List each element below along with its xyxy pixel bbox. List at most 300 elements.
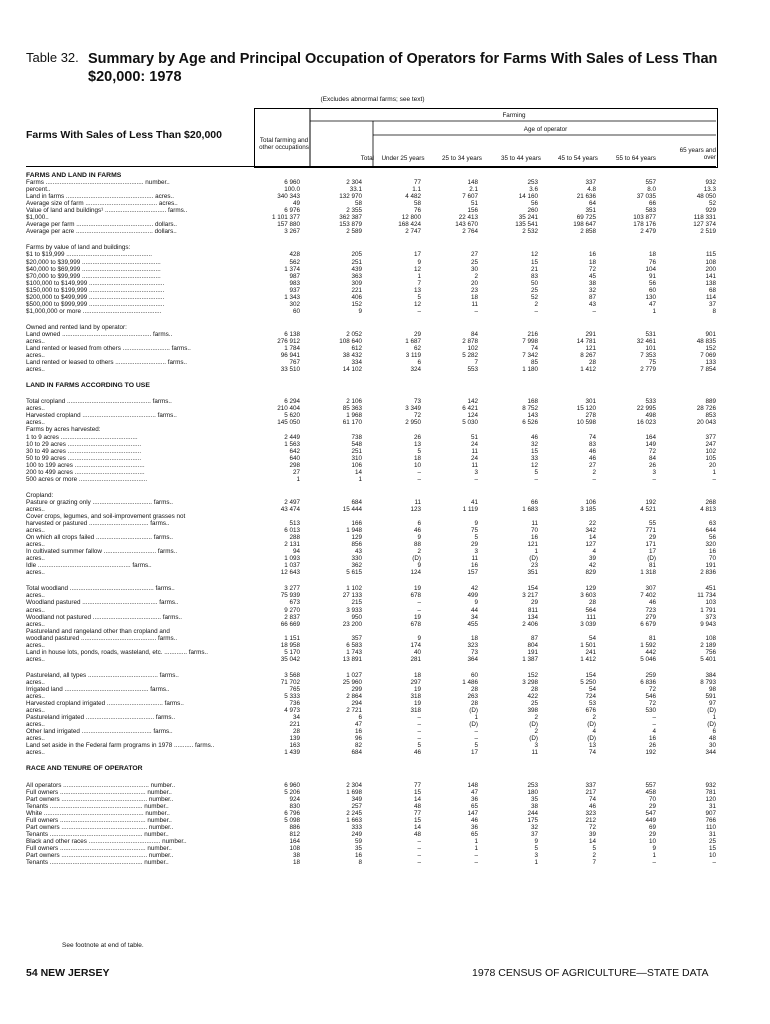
cell-value: 26 (413, 433, 421, 441)
cell-value: 251 (351, 258, 362, 266)
cell-value: 257 (351, 802, 362, 810)
cell-value: – (417, 468, 421, 476)
cell-value: 25 960 (342, 678, 362, 686)
row-label: Average per farm ............................................ dollars.. (26, 221, 178, 229)
cell-value: 932 (705, 781, 716, 789)
cell-value: 907 (705, 809, 716, 817)
cell-value: 29 (648, 534, 656, 542)
cell-value: 5 206 (284, 788, 300, 796)
cell-value: 105 (705, 454, 716, 462)
cell-value: 215 (351, 599, 362, 607)
cell-value: 2 858 (580, 228, 596, 236)
row-label: acres.. (26, 606, 45, 614)
cell-value: 217 (585, 788, 596, 796)
cell-value: 439 (351, 265, 362, 273)
row-label: acres.. (26, 592, 45, 600)
cell-value: 70 (648, 795, 656, 803)
cell-value: 4 521 (640, 505, 656, 513)
cell-value: – (474, 859, 478, 867)
cell-value: 14 160 (518, 193, 538, 201)
cell-value: 5 170 (284, 648, 300, 656)
table-row (26, 707, 716, 714)
cell-value: 1 102 (346, 585, 362, 593)
cell-value: 6 (358, 714, 362, 722)
cell-value: 3 (534, 851, 538, 859)
table-row (26, 331, 716, 338)
spacer-row (26, 663, 716, 672)
cell-value: 25 (530, 700, 538, 708)
cell-value: 6 (417, 520, 421, 528)
table-row (26, 398, 716, 405)
row-label: Part owners ................................................. number.. (26, 823, 174, 831)
cell-value: 2 864 (346, 693, 362, 701)
cell-value: 31 (708, 830, 716, 838)
cell-value: 111 (586, 613, 596, 621)
table-number: Table 32. (26, 50, 79, 65)
table-row (26, 506, 716, 513)
table-row (26, 555, 716, 562)
cell-value: 351 (585, 207, 596, 215)
cell-value: 723 (645, 606, 656, 614)
cell-value: 241 (585, 648, 596, 656)
cell-value: 29 (470, 541, 478, 549)
header-25-34: 25 to 34 years (442, 155, 482, 162)
cell-value: 54 (588, 634, 596, 642)
section-heading: FARMS AND LAND IN FARMS (26, 172, 122, 179)
table-row (26, 700, 716, 707)
cell-value: 449 (645, 816, 656, 824)
cell-value: 1 412 (580, 366, 596, 374)
cell-value: 15 (530, 258, 538, 266)
cell-value: 108 (705, 634, 716, 642)
cell-value: 34 (292, 714, 300, 722)
cell-value: 30 (708, 742, 716, 750)
cell-value: 1 (474, 844, 478, 852)
cell-value: (D) (647, 555, 656, 563)
cell-value: 72 (648, 686, 656, 693)
table-row (26, 607, 716, 614)
header-35-44: 35 to 44 years (501, 155, 541, 162)
cell-value: 3 217 (522, 592, 538, 600)
cell-value: 889 (705, 398, 716, 406)
cell-value: 22 (588, 520, 596, 528)
cell-value: 513 (289, 520, 300, 528)
cell-value: 13 (413, 286, 421, 294)
cell-value: 46 (588, 454, 596, 462)
cell-value: 557 (645, 179, 656, 187)
footer-publication: 1978 CENSUS OF AGRICULTURE—STATE DATA (472, 967, 709, 979)
cell-value: 65 (470, 830, 478, 838)
cell-value: 152 (527, 671, 538, 679)
cell-value: 103 (705, 599, 716, 607)
cell-value: 152 (705, 345, 716, 353)
cell-value: 75 (470, 527, 478, 535)
cell-value: 299 (351, 686, 362, 693)
cell-value: 344 (705, 749, 716, 757)
table-row (26, 599, 716, 606)
cell-value: 66 669 (280, 620, 300, 628)
row-label: acres.. (26, 678, 45, 686)
cell-value: 244 (527, 809, 538, 817)
cell-value: 7 (417, 279, 421, 287)
cell-value: 253 (527, 179, 538, 187)
cell-value: 47 (470, 788, 478, 796)
cell-value: 2 (534, 714, 538, 722)
cell-value: 309 (351, 279, 362, 287)
cell-value: 14 (413, 795, 421, 803)
cell-value: 384 (705, 671, 716, 679)
row-label: $1,000.. (26, 214, 49, 222)
table-row (26, 569, 716, 576)
row-label: acres.. (26, 541, 45, 549)
cell-value: 2 052 (346, 330, 362, 338)
cell-value: 76 (648, 258, 656, 266)
row-label: $500,000 to $999,999 ........................................... (26, 300, 165, 308)
row-label: Farms by value of land and buildings: (26, 244, 131, 252)
table-row (26, 803, 716, 810)
cell-value: 562 (289, 258, 300, 266)
table-row (26, 259, 716, 266)
cell-value: (D) (587, 735, 596, 743)
cell-value: 114 (705, 293, 716, 301)
cell-value: 35 (354, 844, 362, 852)
cell-value: 318 (410, 693, 421, 701)
cell-value: 180 (527, 788, 538, 796)
cell-value: 11 (471, 447, 478, 455)
section-heading-row (26, 382, 716, 389)
table-row (26, 366, 716, 373)
cell-value: 24 (470, 454, 478, 462)
cell-value: 4 (592, 548, 596, 556)
row-label: Total cropland ................................................ farms.. (26, 398, 172, 406)
cell-value: 330 (351, 555, 362, 563)
row-label: acres.. (26, 620, 45, 628)
table-row (26, 426, 716, 433)
row-label: 100 to 199 acres ........................................ (26, 461, 145, 469)
row-label: acres.. (26, 707, 45, 715)
cell-value: 342 (585, 527, 596, 535)
cell-value: 362 (351, 562, 362, 570)
cell-value: 7 342 (522, 352, 538, 360)
row-label: Part owners ................................................. number.. (26, 851, 174, 859)
cell-value: 1 (712, 468, 716, 476)
cell-value: 1 486 (462, 678, 478, 686)
cell-value: 16 023 (636, 419, 656, 427)
cell-value: 75 (648, 359, 656, 367)
row-label: Other land irrigated ........................................ farms.. (26, 728, 173, 736)
cell-value: 20 (470, 279, 478, 287)
cell-value: 458 (645, 788, 656, 796)
cell-value: 276 912 (277, 337, 300, 345)
cell-value: 62 (413, 345, 421, 353)
table-row (26, 838, 716, 845)
cell-value: 553 (467, 366, 478, 374)
cell-value: 9 (417, 534, 421, 542)
table-row (26, 492, 716, 499)
cell-value: 2 950 (405, 419, 421, 427)
cell-value: 60 (292, 307, 300, 315)
cell-value: 932 (705, 179, 716, 187)
cell-value: 6 796 (284, 809, 300, 817)
cell-value: 2 479 (640, 228, 656, 236)
row-label: Cropland: (26, 491, 54, 499)
header-age-of-operator: Age of operator (523, 126, 568, 133)
section-heading: RACE AND TENURE OF OPERATOR (26, 765, 143, 773)
row-label: Farms ........................................................ number.. (26, 179, 170, 187)
cell-value: 147 (467, 809, 478, 817)
cell-value: 12 (413, 265, 421, 273)
cell-value: 168 424 (398, 221, 421, 229)
table-row (26, 273, 716, 280)
cell-value: 564 (585, 606, 596, 614)
cell-value: 85 363 (342, 405, 362, 413)
cell-value: 14 102 (342, 366, 362, 374)
cell-value: 2 589 (346, 228, 362, 236)
cell-value: 37 (708, 300, 716, 308)
cell-value: 1 (474, 837, 478, 845)
footnote: See footnote at end of table. (62, 942, 144, 949)
cell-value: 17 (413, 251, 421, 259)
cell-value: 205 (351, 251, 362, 259)
table-row (26, 562, 716, 569)
cell-value: 87 (588, 293, 596, 301)
cell-value: 2 (534, 728, 538, 736)
cell-value: 291 (585, 330, 596, 338)
cell-value: 5 (534, 468, 538, 476)
row-label: Total woodland ................................................ farms.. (26, 585, 175, 593)
cell-value: 2 (417, 548, 421, 556)
cell-value: 18 (292, 859, 300, 867)
row-label: 50 to 99 acres .......................................... (26, 454, 142, 462)
cell-value: 168 (527, 398, 538, 406)
cell-value: 70 (708, 555, 716, 563)
table-row (26, 244, 716, 251)
cell-value: 28 (588, 599, 596, 607)
cell-value: 1 (474, 714, 478, 722)
cell-value: 398 (527, 707, 538, 715)
table-row (26, 592, 716, 599)
cell-value: 1 (358, 475, 362, 483)
cell-value: 7 069 (700, 352, 716, 360)
cell-value: 6 679 (640, 620, 656, 628)
cell-value: 52 (530, 293, 538, 301)
table-subnote: (Excludes abnormal farms; see text) (320, 96, 425, 103)
cell-value: 11 (531, 520, 538, 528)
cell-value: 8 267 (580, 352, 596, 360)
row-label: Tenants ..................................................... number.. (26, 802, 169, 810)
row-label: acres.. (26, 641, 45, 649)
cell-value: 9 (358, 307, 362, 315)
cell-value: 10 598 (576, 419, 596, 427)
cell-value: 8.0 (647, 186, 656, 194)
cell-value: 499 (467, 592, 478, 600)
cell-value: 25 (530, 286, 538, 294)
cell-value: 72 (648, 700, 656, 708)
cell-value: 7 (592, 859, 596, 867)
cell-value: 738 (351, 433, 362, 441)
cell-value: 2 (474, 272, 478, 280)
cell-value: 10 (648, 837, 656, 845)
cell-value: 82 (354, 742, 362, 750)
table-row (26, 831, 716, 838)
cell-value: 3 (474, 468, 478, 476)
table-row (26, 462, 716, 469)
cell-value: 2 836 (700, 569, 716, 577)
table-row (26, 179, 716, 186)
row-label: Tenants ..................................................... number.. (26, 859, 169, 867)
cell-value: 101 (645, 345, 656, 353)
cell-value: 422 (527, 693, 538, 701)
cell-value: 2 304 (346, 179, 362, 187)
cell-value: 42 (470, 585, 478, 593)
cell-value: 56 (648, 279, 656, 287)
cell-value: 46 (470, 816, 478, 824)
row-label: $40,000 to $69,999 ............................................. (26, 265, 161, 273)
cell-value: 260 (527, 207, 538, 215)
table-row (26, 287, 716, 294)
row-label: Average per acre ............................................ dollars.. (26, 228, 177, 236)
cell-value: 32 (530, 823, 538, 831)
row-label: Land in house lots, ponds, roads, wasteland, etc. ............. farms.. (26, 648, 209, 656)
table-row (26, 742, 716, 749)
cell-value: 3 (534, 742, 538, 750)
cell-value: 25 (470, 258, 478, 266)
cell-value: 12 (530, 461, 538, 469)
row-label: woodland pastured ........................................... farms.. (26, 634, 178, 642)
header-rules (254, 108, 717, 167)
cell-value: 24 (470, 440, 478, 448)
cell-value: 8 752 (522, 405, 538, 413)
cell-value: – (592, 307, 596, 315)
row-label: $20,000 to $39,999 ............................................. (26, 258, 161, 266)
cell-value: 15 (708, 844, 716, 852)
cell-value: – (474, 307, 478, 315)
cell-value: 72 (648, 447, 656, 455)
cell-value: 76 (413, 207, 421, 215)
cell-value: 42 (588, 562, 596, 570)
cell-value: 143 670 (455, 221, 478, 229)
cell-value: 546 (645, 693, 656, 701)
cell-value: 18 (413, 454, 421, 462)
row-label: $70,000 to $99,999 ............................................. (26, 272, 161, 280)
cell-value: 48 (413, 802, 421, 810)
row-label: On which all crops failed ................................ farms.. (26, 534, 173, 542)
cell-value: 2.1 (469, 186, 478, 194)
cell-value: 51 (470, 200, 478, 208)
row-label: harvested or pastured .................................. farms.. (26, 520, 170, 528)
table-row (26, 228, 716, 235)
cell-value: 9 270 (284, 606, 300, 614)
cell-value: 253 (527, 781, 538, 789)
cell-value: 38 (530, 802, 538, 810)
cell-value: 333 (351, 823, 362, 831)
cell-value: 75 939 (280, 592, 300, 600)
table-title-block (26, 50, 746, 86)
row-label: $100,000 to $149,999 ........................................... (26, 279, 165, 287)
row-label: acres.. (26, 655, 45, 663)
header-55-64: 55 to 64 years (616, 155, 656, 162)
cell-value: 364 (467, 655, 478, 663)
cell-value: 129 (585, 585, 596, 593)
cell-value: 17 (470, 749, 478, 757)
row-label: 30 to 49 acres .......................................... (26, 447, 142, 455)
cell-value: 2 406 (522, 620, 538, 628)
table-row (26, 499, 716, 506)
cell-value: – (534, 475, 538, 483)
cell-value: 77 (413, 179, 421, 187)
cell-value: 106 (351, 461, 362, 469)
table-row (26, 513, 716, 520)
cell-value: 216 (527, 330, 538, 338)
cell-value: 74 (530, 345, 538, 353)
cell-value: 886 (289, 823, 300, 831)
cell-value: 145 050 (277, 419, 300, 427)
cell-value: 210 404 (277, 405, 300, 413)
table-row (26, 796, 716, 803)
cell-value: 1 374 (284, 265, 300, 273)
cell-value: 16 (708, 548, 716, 556)
table-row (26, 642, 716, 649)
cell-value: 950 (351, 613, 362, 621)
cell-value: 278 (585, 412, 596, 420)
cell-value: 72 (588, 823, 596, 831)
cell-value: 108 (705, 258, 716, 266)
cell-value: 8 793 (700, 678, 716, 686)
cell-value: 96 941 (280, 352, 300, 360)
cell-value: 45 (588, 272, 596, 280)
cell-value: 19 (413, 686, 421, 693)
row-label: Owned and rented land by operator: (26, 323, 127, 331)
cell-value: 35 042 (280, 655, 300, 663)
cell-value: 171 (645, 541, 656, 549)
cell-value: 983 (289, 279, 300, 287)
cell-value: 1 791 (700, 606, 716, 614)
cell-value: 4 973 (284, 707, 300, 715)
row-label: acres.. (26, 721, 45, 729)
cell-value: 94 (292, 548, 300, 556)
cell-value: – (652, 714, 656, 722)
table-row (26, 585, 716, 592)
cell-value: 2 721 (346, 707, 362, 715)
cell-value: 591 (705, 693, 716, 701)
cell-value: 11 (414, 498, 421, 506)
cell-value: 1 (712, 714, 716, 722)
cell-value: 9 (417, 562, 421, 570)
table-row (26, 207, 716, 214)
cell-value: 35 241 (518, 214, 538, 222)
spacer-row (26, 576, 716, 585)
cell-value: 27 (588, 461, 596, 469)
cell-value: 18 (413, 671, 421, 679)
table-row (26, 352, 716, 359)
table-row (26, 448, 716, 455)
cell-value: 2 497 (284, 498, 300, 506)
cell-value: 337 (585, 179, 596, 187)
cell-value: 83 (530, 272, 538, 280)
cell-value: 6 421 (462, 405, 478, 413)
cell-value: 46 (588, 447, 596, 455)
cell-value: 153 879 (339, 221, 362, 229)
cell-value: 28 (530, 686, 538, 693)
cell-value: 678 (410, 592, 421, 600)
cell-value: 50 (530, 279, 538, 287)
cell-value: 6 294 (284, 398, 300, 406)
cell-value: 65 (470, 802, 478, 810)
cell-value: 363 (351, 272, 362, 280)
cell-value: 27 (292, 468, 300, 476)
cell-value: 531 (645, 330, 656, 338)
cell-value: 83 (588, 440, 596, 448)
